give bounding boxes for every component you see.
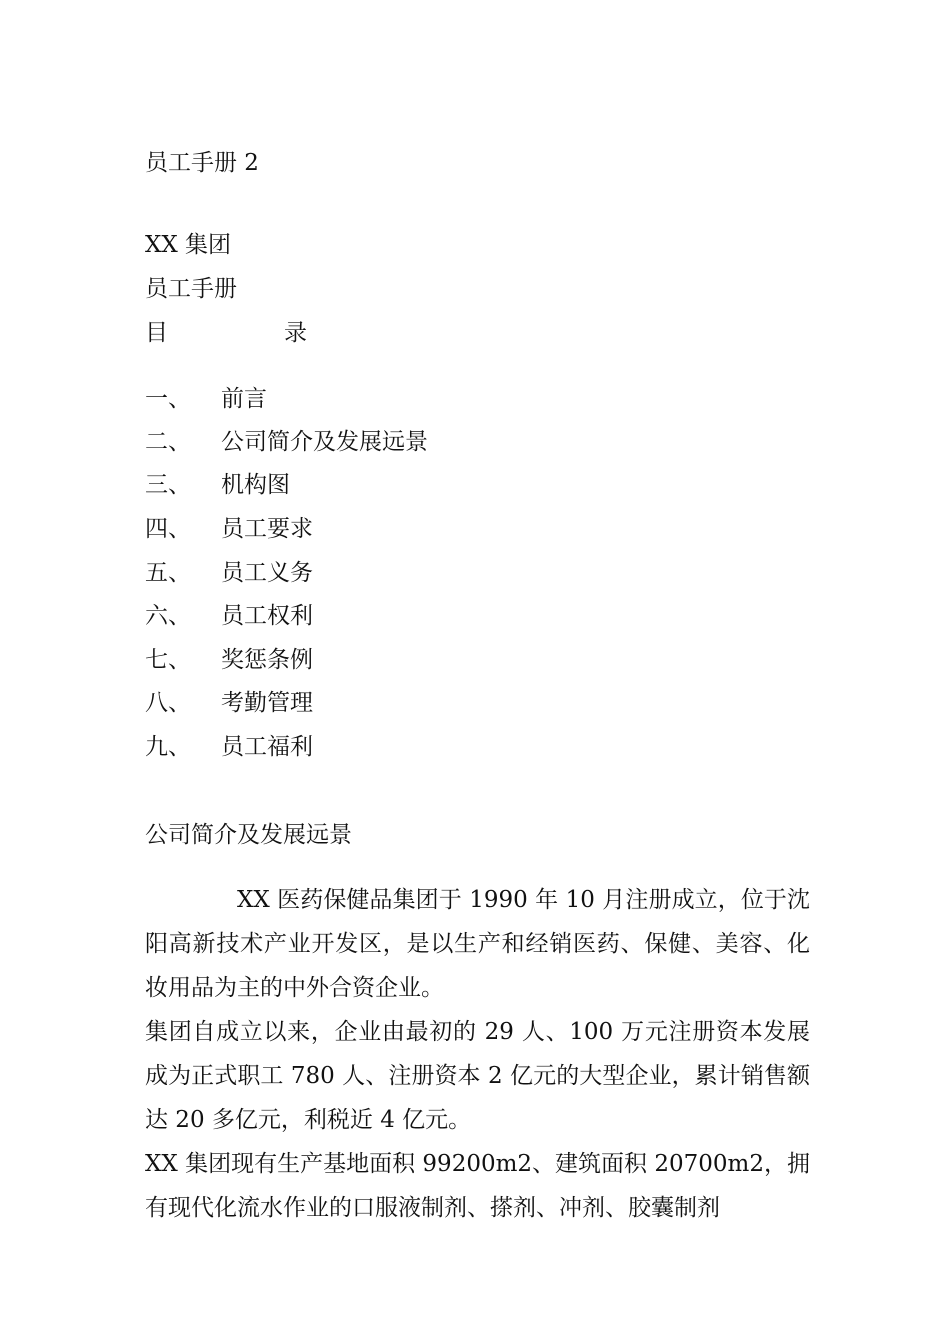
toc-item-title: 公司简介及发展远景 bbox=[221, 429, 428, 455]
section-heading: 公司简介及发展远景 bbox=[145, 822, 352, 848]
toc-item-number: 八、 bbox=[145, 690, 191, 716]
toc-item-title: 机构图 bbox=[221, 472, 290, 498]
toc-item-number: 九、 bbox=[145, 734, 191, 760]
toc-item-number: 五、 bbox=[145, 560, 191, 586]
body-paragraph: XX 集团现有生产基地面积 99200m2、建筑面积 20700m2，拥有现代化流水作业的口服液制剂、搽剂、冲剂、胶囊制剂 bbox=[145, 1151, 810, 1221]
contents-heading-right: 录 bbox=[284, 320, 307, 346]
toc-item-title: 员工义务 bbox=[221, 560, 313, 586]
body-paragraph: XX 医药保健品集团于 1990 年 10 月注册成立，位于沈阳高新技术产业开发区，是以生产和经销医药、保健、美容、化妆用品为主的中外合资企业。 bbox=[145, 887, 810, 1001]
toc-item-number: 二、 bbox=[145, 429, 191, 455]
toc-item-number: 六、 bbox=[145, 603, 191, 629]
toc-item-title: 员工要求 bbox=[221, 516, 313, 542]
body-paragraph: 集团自成立以来，企业由最初的 29 人、100 万元注册资本发展成为正式职工 780 人、注册资本 2 亿元的大型企业，累计销售额达 20 多亿元，利税近 4 亿元。 bbox=[145, 1019, 810, 1133]
toc-item-number: 三、 bbox=[145, 472, 191, 498]
toc-item-title: 员工福利 bbox=[221, 734, 313, 760]
toc-item-number: 一、 bbox=[145, 386, 191, 412]
manual-title: 员工手册 bbox=[145, 276, 237, 302]
toc-item-title: 奖惩条例 bbox=[221, 647, 313, 673]
toc-item-number: 四、 bbox=[145, 516, 191, 542]
toc-item-number: 七、 bbox=[145, 647, 191, 673]
company-name: XX 集团 bbox=[145, 232, 232, 258]
toc-item-title: 员工权利 bbox=[221, 603, 313, 629]
document-title: 员工手册 2 bbox=[145, 150, 259, 176]
toc-item-title: 考勤管理 bbox=[221, 690, 313, 716]
toc-item-title: 前言 bbox=[221, 386, 267, 412]
contents-heading-left: 目 bbox=[145, 320, 168, 346]
